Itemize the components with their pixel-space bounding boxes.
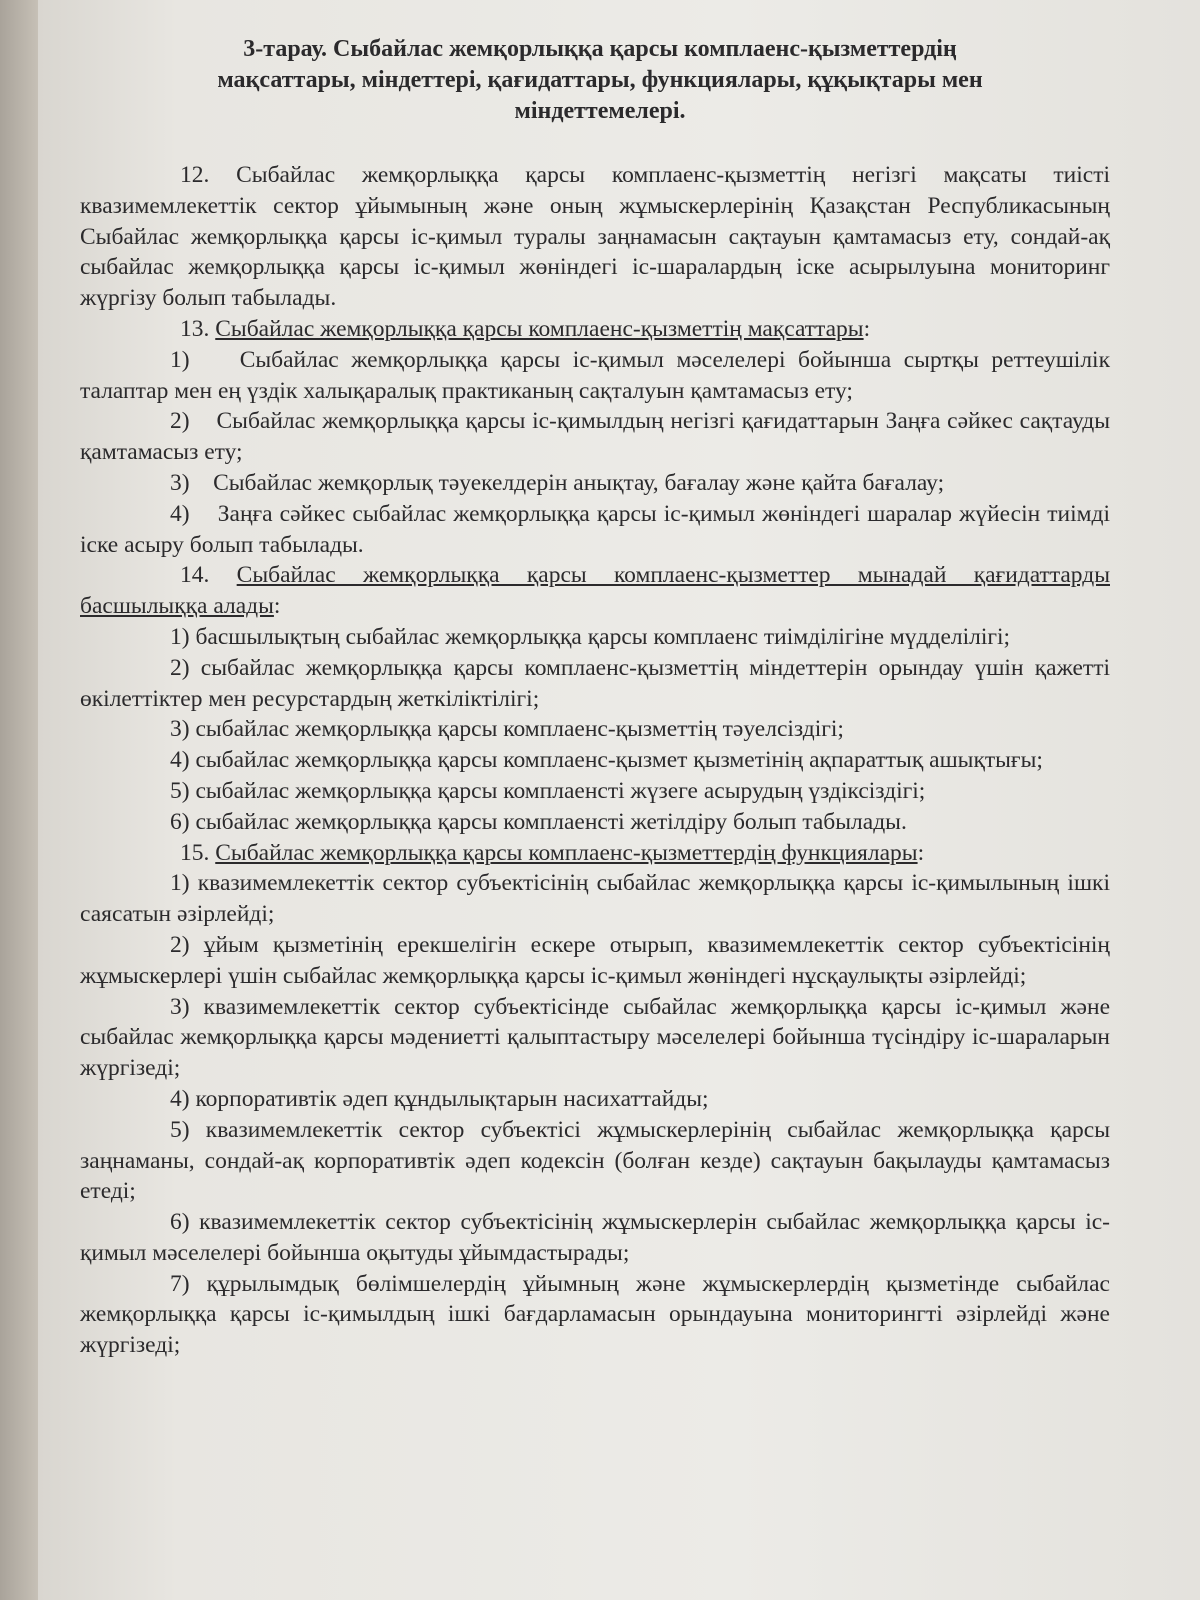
list-item: 1) квазимемлекеттік сектор субъектісінің сыбайлас жемқорлыққа қарсы іс-қимылының ішкі саясатын әзірлейді; bbox=[80, 870, 1110, 928]
paragraph-13-heading bbox=[80, 314, 1110, 345]
chapter-title-line: мақсаттары, міндеттері, қағидаттары, функциялары, құқықтары мен bbox=[217, 67, 983, 93]
paragraph-number: 14. bbox=[180, 562, 237, 589]
paragraph-12: 12. Сыбайлас жемқорлыққа қарсы комплаенс-қызметтің негізгі мақсаты тиісті квазимемлекеттік сектор ұйымының және оның жұмыскерлерінің Қазақстан Республикасының Сыбайлас жемқорлыққа қарсы іс-қимыл туралы заңнамасын сақтауын қамтамасыз ету, сондай-ақ сыбайлас жемқорлыққа қарсы іс-қимыл жөніндегі іс-шаралардың іске асырылуына мониторинг жүргізу болып табылады. bbox=[80, 162, 1110, 312]
list-item: 1) Сыбайлас жемқорлыққа қарсы іс-қимыл мәселелері бойынша сыртқы реттеушілік талаптар мен ең үздік халықаралық практиканың сақталуын қамтамасыз ету; bbox=[80, 346, 1110, 404]
list-item: 2) Сыбайлас жемқорлыққа қарсы іс-қимылдың негізгі қағидаттарын Заңға сәйкес сақтауды қамтамасыз ету; bbox=[80, 408, 1110, 466]
heading-colon: : bbox=[273, 593, 281, 620]
section-heading: Сыбайлас жемқорлыққа қарсы комплаенс-қызметтің мақсаттары bbox=[215, 315, 864, 342]
heading-colon: : bbox=[917, 839, 925, 866]
paragraph-14-heading bbox=[80, 560, 1110, 622]
paragraph-number: 15. bbox=[180, 839, 216, 866]
heading-colon: : bbox=[863, 315, 871, 342]
list-item: 3) Сыбайлас жемқорлық тәуекелдерін анықтау, бағалау және қайта бағалау; bbox=[170, 469, 945, 496]
list-item: 6) сыбайлас жемқорлыққа қарсы комплаенсті жетілдіру болып табылады. bbox=[170, 808, 907, 835]
section-heading: Сыбайлас жемқорлыққа қарсы комплаенс-қызметтердің функциялары bbox=[215, 839, 918, 866]
list-item: 1) басшылықтың сыбайлас жемқорлыққа қарсы комплаенс тиімділігіне мүдделілігі; bbox=[170, 623, 1011, 650]
list-item: 2) сыбайлас жемқорлыққа қарсы комплаенс-қызметтің міндеттерін орындау үшін қажетті өкілеттіктер мен ресурстардың жеткіліктілігі; bbox=[80, 654, 1110, 712]
section-heading: Сыбайлас жемқорлыққа қарсы комплаенс-қызметтер мынадай қағидаттарды басшылыққа алады bbox=[80, 562, 1110, 620]
paragraph-15-heading bbox=[80, 838, 1110, 869]
chapter-title-line: міндеттемелері. bbox=[514, 98, 686, 124]
list-item: 7) құрылымдық бөлімшелердің ұйымның және жұмыскерлердің қызметінде сыбайлас жемқорлыққа қарсы іс-қимылдың ішкі бағдарламасын орындауына мониторингті әзірлейді және жүргізеді; bbox=[80, 1270, 1110, 1359]
chapter-title-line: 3-тарау. Сыбайлас жемқорлыққа қарсы комплаенс-қызметтердің bbox=[243, 36, 957, 62]
list-item: 4) корпоративтік әдеп құндылықтарын насихаттайды; bbox=[170, 1085, 709, 1112]
list-item: 3) сыбайлас жемқорлыққа қарсы комплаенс-қызметтің тәуелсіздігі; bbox=[170, 716, 844, 743]
document-body bbox=[80, 160, 1110, 1361]
list-item: 4) сыбайлас жемқорлыққа қарсы комплаенс-қызмет қызметінің ақпараттық ашықтығы; bbox=[170, 747, 1043, 774]
list-item: 2) ұйым қызметінің ерекшелігін ескере отырып, квазимемлекеттік сектор субъектісінің жұмыскерлері үшін сыбайлас жемқорлыққа қарсы іс-қимыл жөніндегі нұсқаулықты әзірлейді; bbox=[80, 931, 1110, 989]
paragraph-number: 13. bbox=[180, 315, 216, 342]
page-shadow-edge bbox=[0, 0, 38, 1600]
chapter-title bbox=[150, 34, 1050, 127]
list-item: 3) квазимемлекеттік сектор субъектісінде сыбайлас жемқорлыққа қарсы іс-қимыл және сыбайлас жемқорлыққа қарсы мәдениетті қалыптастыру мәселелері бойынша түсіндіру іс-шараларын жүргізеді; bbox=[80, 993, 1110, 1082]
list-item: 6) квазимемлекеттік сектор субъектісінің жұмыскерлерін сыбайлас жемқорлыққа қарсы іс-қимыл мәселелері бойынша оқытуды ұйымдастырады; bbox=[80, 1209, 1110, 1266]
list-item: 5) квазимемлекеттік сектор субъектісі жұмыскерлерінің сыбайлас жемқорлыққа қарсы заңнаманы, сондай-ақ корпоративтік әдеп кодексін (болған кезде) сақтауын бақылауды қамтамасыз етеді; bbox=[80, 1116, 1110, 1205]
list-item: 4) Заңға сәйкес сыбайлас жемқорлыққа қарсы іс-қимыл жөніндегі шаралар жүйесін тиімді іске асыру болып табылады. bbox=[80, 500, 1110, 558]
list-item: 5) сыбайлас жемқорлыққа қарсы комплаенсті жүзеге асырудың үздіксіздігі; bbox=[170, 777, 926, 804]
